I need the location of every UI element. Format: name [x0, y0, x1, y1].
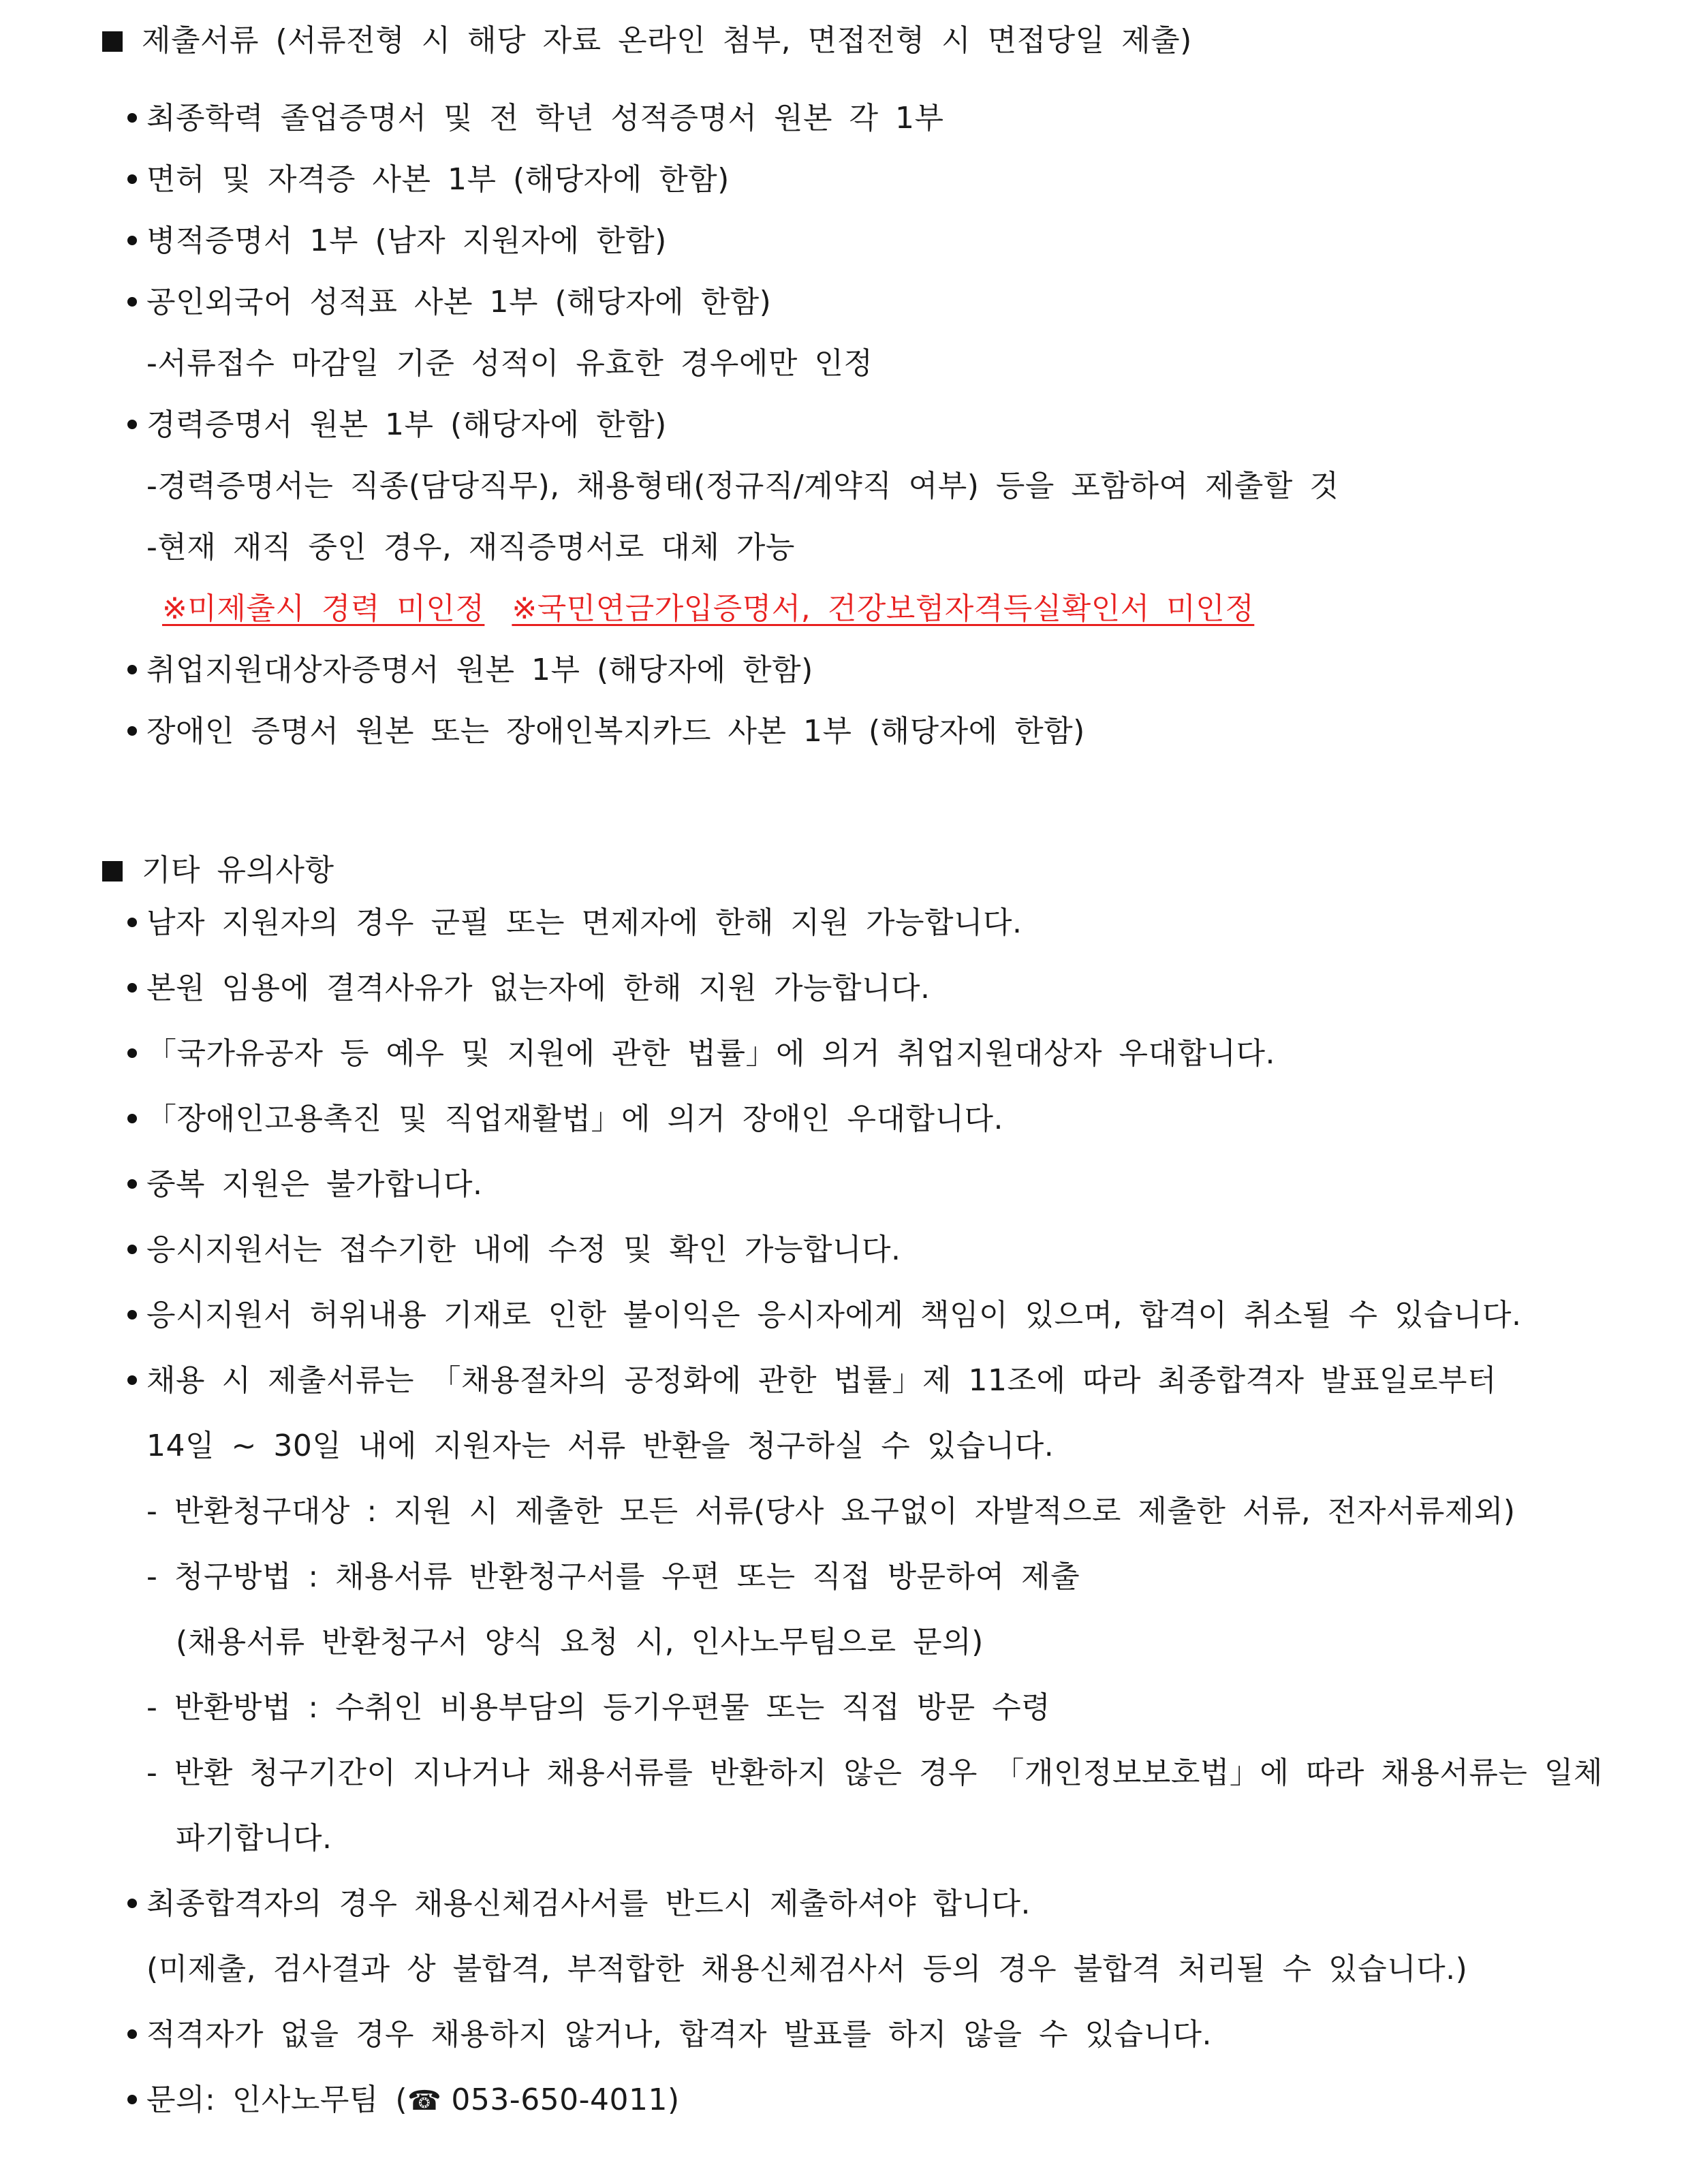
bullet-dot-icon: [127, 1375, 137, 1385]
contact-label: 문의: 인사노무팀 (: [146, 2082, 407, 2117]
sub-item: - 반환청구대상 : 지원 시 제출한 모든 서류(당사 요구없이 자발적으로 제출한 서류, 전자서류제외): [146, 1494, 1516, 1529]
square-bullet-icon: [102, 861, 123, 882]
bullet-dot-icon: [127, 1114, 137, 1123]
list-item: 취업지원대상자증명서 원본 1부 (해당자에 한함): [146, 651, 813, 689]
bullet-dot-icon: [127, 983, 137, 993]
heading-text: 제출서류 (서류전형 시 해당 자료 온라인 첨부, 면접전형 시 면접당일 제출): [142, 23, 1192, 58]
list-item: 응시지원서 허위내용 기재로 인한 불이익은 응시자에게 책임이 있으며, 합격이 취소될 수 있습니다.: [146, 1296, 1521, 1335]
sub-item: -경력증명서는 직종(담당직무), 채용형태(정규직/계약직 여부) 등을 포함하여 제출할 것: [146, 469, 1339, 503]
bullet-dot-icon: [127, 420, 137, 429]
warning-line: [162, 590, 1254, 628]
list-item: 공인외국어 성적표 사본 1부 (해당자에 한함): [146, 283, 771, 322]
list-item: 경력증명서 원본 1부 (해당자에 한함): [146, 406, 667, 444]
bullet-dot-icon: [127, 1310, 137, 1320]
bullet-dot-icon: [127, 297, 137, 307]
sub-item: - 반환 청구기간이 지나거나 채용서류를 반환하지 않은 경우 「개인정보보호법」에 따라 채용서류는 일체: [146, 1756, 1603, 1790]
list-item: 최종합격자의 경우 채용신체검사서를 반드시 제출하셔야 합니다.: [146, 1885, 1031, 1923]
bullet-dot-icon: [127, 918, 137, 927]
warning-career-unrecognized: ※미제출시 경력 미인정: [162, 591, 485, 626]
continuation-line: (미제출, 검사결과 상 불합격, 부적합한 채용신체검사서 등의 경우 불합격 처리될 수 있습니다.): [146, 1952, 1468, 1986]
bullet-dot-icon: [127, 1899, 137, 1908]
list-item: 적격자가 없을 경우 채용하지 않거나, 합격자 발표를 하지 않을 수 있습니다.: [146, 2016, 1212, 2054]
bullet-dot-icon: [127, 1048, 137, 1058]
warning-pension-unrecognized: ※국민연금가입증명서, 건강보험자격득실확인서 미인정: [512, 591, 1255, 626]
list-item: 응시지원서는 접수기한 내에 수정 및 확인 가능합니다.: [146, 1231, 901, 1269]
sub-item: - 청구방법 : 채용서류 반환청구서를 우편 또는 직접 방문하여 제출: [146, 1559, 1080, 1594]
list-item: 「장애인고용촉진 및 직업재활법」에 의거 장애인 우대합니다.: [146, 1100, 1003, 1138]
bullet-dot-icon: [127, 726, 137, 736]
bullet-dot-icon: [127, 2029, 137, 2039]
continuation-line: 14일 ~ 30일 내에 지원자는 서류 반환을 청구하실 수 있습니다.: [146, 1429, 1055, 1463]
list-item: 중복 지원은 불가합니다.: [146, 1166, 483, 1204]
sub-item: -서류접수 마감일 기준 성적이 유효한 경우에만 인정: [146, 346, 873, 381]
list-item: 「국가유공자 등 예우 및 지원에 관한 법률」에 의거 취업지원대상자 우대합니다.: [146, 1035, 1275, 1073]
list-item: 병적증명서 1부 (남자 지원자에 한함): [146, 222, 667, 260]
list-item: 최종학력 졸업증명서 및 전 학년 성적증명서 원본 각 1부: [146, 99, 943, 138]
section-heading-notes: [102, 852, 334, 890]
sub-item: - 반환방법 : 수취인 비용부담의 등기우편물 또는 직접 방문 수령: [146, 1690, 1051, 1725]
continuation-line: (채용서류 반환청구서 양식 요청 시, 인사노무팀으로 문의): [176, 1625, 984, 1659]
bullet-dot-icon: [127, 113, 137, 123]
bullet-dot-icon: [127, 174, 137, 184]
contact-line: [146, 2081, 680, 2120]
sub-item: -현재 재직 중인 경우, 재직증명서로 대체 가능: [146, 530, 795, 565]
heading-text: 기타 유의사항: [142, 853, 334, 888]
contact-phone: 053-650-4011): [451, 2082, 680, 2117]
section-heading-documents: [102, 22, 1192, 60]
list-item: 장애인 증명서 원본 또는 장애인복지카드 사본 1부 (해당자에 한함): [146, 713, 1085, 751]
list-item: 면허 및 자격증 사본 1부 (해당자에 한함): [146, 161, 730, 199]
square-bullet-icon: [102, 31, 123, 52]
bullet-dot-icon: [127, 665, 137, 674]
continuation-line: 파기합니다.: [176, 1821, 332, 1856]
list-item: 채용 시 제출서류는 「채용절차의 공정화에 관한 법률」제 11조에 따라 최종합격자 발표일로부터: [146, 1362, 1497, 1400]
bullet-dot-icon: [127, 1245, 137, 1254]
bullet-dot-icon: [127, 1179, 137, 1189]
telephone-icon: ☎: [407, 2085, 442, 2117]
list-item: 본원 임용에 결격사유가 없는자에 한해 지원 가능합니다.: [146, 969, 931, 1008]
list-item: 남자 지원자의 경우 군필 또는 면제자에 한해 지원 가능합니다.: [146, 904, 1022, 942]
bullet-dot-icon: [127, 236, 137, 245]
bullet-dot-icon: [127, 2095, 137, 2104]
